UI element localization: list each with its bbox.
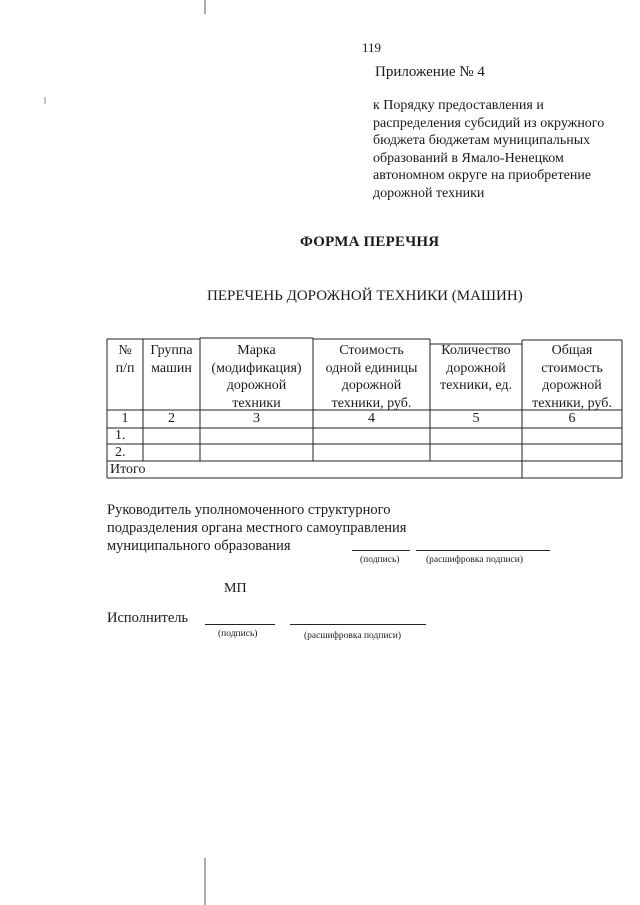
header-text: техники [232,395,281,411]
signature-underline [352,550,410,551]
signature-line: подразделения органа местного самоуправления [107,520,407,536]
header-text: дорожной [341,378,402,393]
order-line: распределения субсидий из окружного [373,115,605,131]
header-text: Группа [150,343,193,358]
head-signature-label [107,501,406,555]
list-title: ПЕРЕЧЕНЬ ДОРОЖНОЙ ТЕХНИКИ (МАШИН) [207,288,523,304]
header-cell-quantity [430,342,522,395]
header-cell-total-cost [522,342,622,412]
executor-signature-caption: (подпись) [218,629,258,639]
executor-decoding-caption: (расшифровка подписи) [304,631,401,641]
column-number: 1 [121,411,129,426]
column-number: 6 [568,411,576,426]
header-text: № [118,343,132,358]
header-cell-brand [200,342,313,412]
seal-label: МП [224,581,247,596]
column-number: 3 [253,411,260,426]
signature-line: муниципального образования [107,538,291,554]
decoding-underline [416,550,550,551]
order-line: дорожной техники [373,185,485,201]
header-cell-unit-cost [313,342,430,412]
header-text: дорожной [226,378,287,393]
order-line: образований в Ямало-Ненецком [373,150,564,166]
header-text: Общая [551,343,593,358]
executor-decoding-underline [290,624,426,625]
header-cell-number [107,342,143,377]
header-text: Марка [237,343,276,358]
form-title: ФОРМА ПЕРЕЧНЯ [300,234,440,250]
header-text: Стоимость [339,343,404,358]
signature-line: Руководитель уполномоченного структурного [107,502,391,518]
column-number: 4 [368,411,375,426]
table-row-label: 2. [115,445,126,460]
executor-label: Исполнитель [107,610,189,626]
appendix-label: Приложение № 4 [375,64,485,80]
header-text: стоимость [541,360,603,376]
order-line: бюджета бюджетам муниципальных [373,133,591,148]
header-text: техники, ед. [439,378,513,393]
header-cell-group [143,342,200,377]
header-text: п/п [115,360,135,376]
column-number: 2 [168,411,175,426]
header-text: (модификация) [211,360,302,376]
table-row-label: 1. [115,428,126,443]
header-text: дорожной [446,360,506,376]
header-text: машин [151,360,192,376]
signature-caption: (подпись) [360,555,400,565]
header-text: одной единицы [325,360,418,376]
header-text: Количество [441,343,511,358]
executor-signature-underline [205,624,275,625]
header-text: дорожной [542,378,602,393]
order-line: автономном округе на приобретение [373,168,592,183]
column-number: 5 [472,411,480,426]
order-line: к Порядку предоставления и [373,98,544,113]
total-label: Итого [110,462,146,477]
header-text: техники, руб. [331,395,412,411]
header-text: техники, руб. [532,395,612,411]
decoding-caption: (расшифровка подписи) [426,555,523,565]
page-number: 119 [362,40,382,55]
